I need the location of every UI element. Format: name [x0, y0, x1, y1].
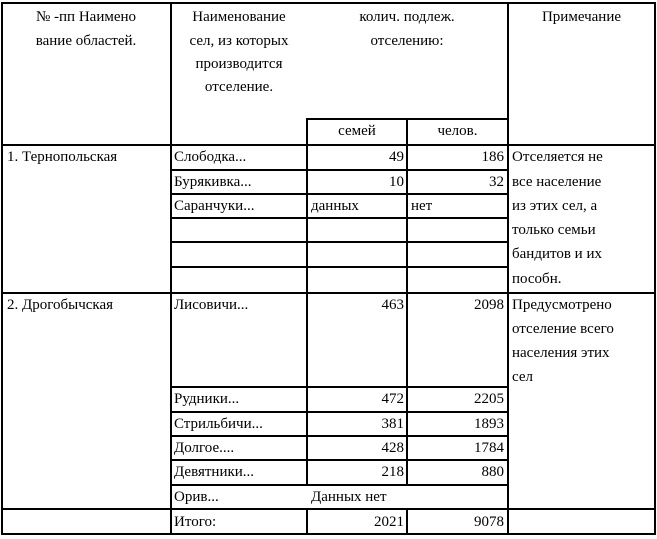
families-value: 10 — [389, 174, 404, 190]
families-value: данных — [311, 198, 359, 214]
note-line: Предусмотрено — [512, 297, 612, 313]
village-name: Лисовичи... — [174, 297, 249, 313]
note-line: все население — [512, 174, 602, 190]
village-name: Орив... — [174, 489, 219, 505]
header-villages-line3: производится — [195, 56, 283, 72]
table-left-border — [1, 2, 3, 535]
families-value: 49 — [389, 149, 404, 165]
village-name: Стрильбичи... — [174, 416, 263, 432]
row-line — [170, 386, 509, 388]
total-label: Итого: — [174, 514, 217, 530]
table-bottom-border — [1, 533, 656, 535]
families-value: 463 — [381, 297, 404, 313]
row-line — [170, 217, 509, 219]
header-villages-line1: Наименование — [192, 9, 286, 25]
people-value: 1893 — [474, 416, 504, 432]
header-num-region-line1: № -пп Наимено — [35, 9, 137, 25]
row-line — [170, 435, 509, 437]
people-value: 186 — [481, 149, 504, 165]
families-value: 472 — [381, 391, 404, 407]
village-name: Саранчуки... — [174, 198, 255, 214]
people-value: 2098 — [474, 297, 504, 313]
region-name: 1. Тернопольская — [7, 149, 118, 165]
header-bottom-border — [1, 144, 656, 146]
families-value: 381 — [381, 416, 404, 432]
row-line — [170, 411, 509, 413]
row-line — [170, 484, 509, 486]
header-villages-line2: сел, из которых — [189, 33, 289, 49]
header-villages-line4: отселение. — [204, 79, 274, 95]
note-line: из этих сел, а — [512, 198, 598, 214]
people-value: 880 — [481, 464, 504, 480]
row-line — [170, 266, 509, 268]
section-divider — [1, 292, 656, 294]
people-value: 2205 — [474, 391, 504, 407]
village-name: Бурякивка... — [174, 174, 252, 190]
note-line: отселение всего — [512, 321, 614, 337]
village-name: Девятники... — [174, 464, 255, 480]
header-qty-line1: колич. подлеж. — [359, 9, 455, 25]
note-line: пособн. — [512, 271, 562, 287]
village-name: Рудники... — [174, 391, 240, 407]
village-name: Слободка... — [174, 149, 247, 165]
header-families: семей — [338, 123, 376, 139]
village-name: Долгое.... — [174, 440, 235, 456]
row-line — [170, 459, 509, 461]
total-top-border — [1, 508, 656, 510]
header-num-region-line2: вание областей. — [35, 33, 137, 49]
row-line — [170, 193, 509, 195]
region-name: 2. Дрогобычская — [7, 297, 114, 313]
header-people: челов. — [437, 123, 478, 139]
families-value: 218 — [381, 464, 404, 480]
families-value: 428 — [381, 440, 404, 456]
people-value: 1784 — [474, 440, 504, 456]
col-divider-note — [507, 2, 509, 535]
note-line: Отселяется не — [512, 149, 603, 165]
note-line: населения этих — [512, 345, 610, 361]
col-divider-village — [170, 2, 172, 535]
no-data-value: Данных нет — [311, 489, 387, 505]
total-people: 9078 — [474, 514, 504, 530]
note-line: только семьи — [512, 222, 596, 238]
row-line — [170, 241, 509, 243]
header-qty-line2: отселению: — [370, 33, 444, 49]
total-families: 2021 — [374, 514, 404, 530]
row-line — [170, 169, 509, 171]
note-line: сел — [512, 369, 533, 385]
table-right-border — [654, 2, 656, 535]
note-line: бандитов и их — [512, 246, 602, 262]
header-note: Примечание — [541, 9, 622, 25]
table-top-border — [1, 2, 656, 4]
people-value: 32 — [489, 174, 504, 190]
people-value: нет — [411, 198, 433, 214]
